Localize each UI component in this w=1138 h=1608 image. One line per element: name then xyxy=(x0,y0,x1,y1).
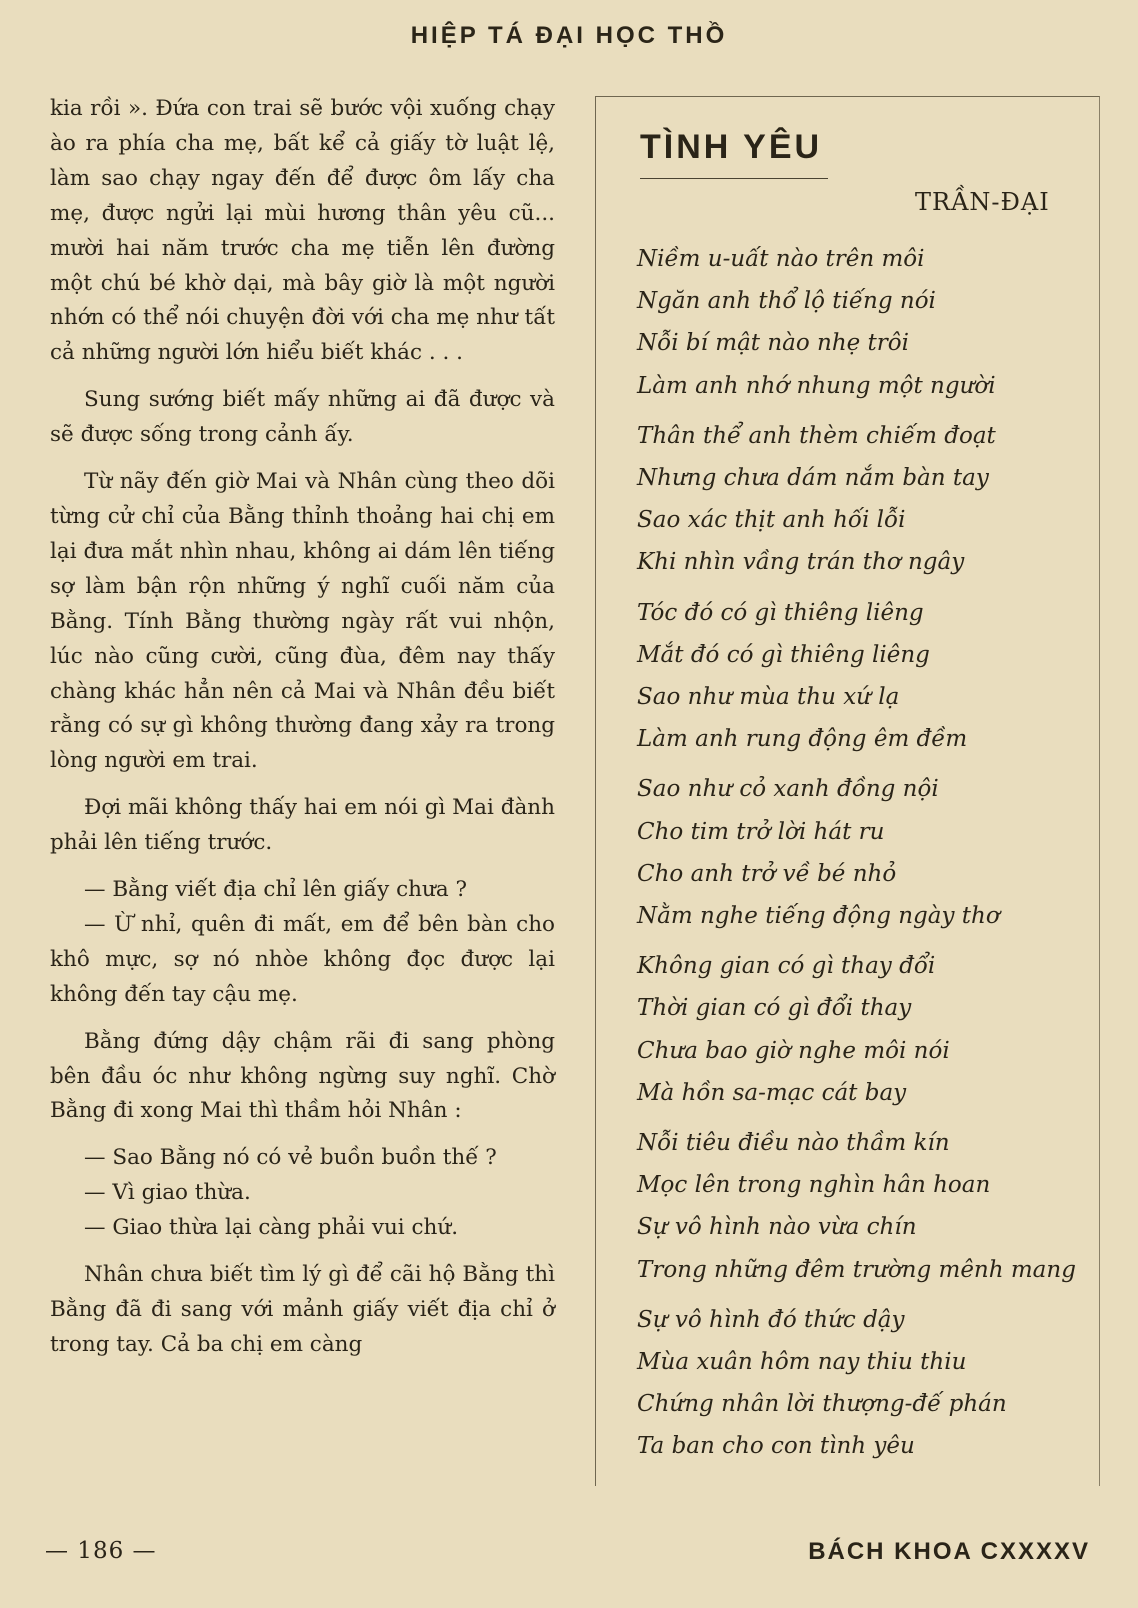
poem-line: Mọc lên trong nghìn hân hoan xyxy=(637,1172,991,1199)
poem-line: Chưa bao giờ nghe môi nói xyxy=(637,1037,950,1064)
poem-line: Mắt đó có gì thiêng liêng xyxy=(637,641,930,668)
poem-line: Niềm u-uất nào trên môi xyxy=(637,246,925,272)
poem-line: Mà hồn sa-mạc cát bay xyxy=(637,1079,907,1106)
poem-title: TÌNH YÊU xyxy=(640,128,823,166)
dialogue-line: — Vì giao thừa. xyxy=(84,1180,251,1206)
dialogue-line: — Bằng viết địa chỉ lên giấy chưa ? xyxy=(84,877,468,903)
poem-line: Cho anh trở về bé nhỏ xyxy=(637,860,897,887)
poem-line: Ta ban cho con tình yêu xyxy=(637,1433,915,1460)
prose-paragraph: kia rồi ». Đứa con trai sẽ bước vội xuống chạy ào ra phía cha mẹ, bất kể cả giấy tờ luật lệ, làm sao chạy ngay đến để được ôm lấy cha mẹ, được ngửi lại mùi hương thân yêu cũ... mười hai năm trước cha mẹ tiễn lên đường một chú bé khờ dại, mà bây giờ là một người nhớn có thể nói chuyện đời với cha mẹ như tất cả những người lớn hiểu biết khác . . . xyxy=(50,96,556,366)
poem-body xyxy=(637,238,1077,1476)
prose-paragraph: Bằng đứng dậy chậm rãi đi sang phòng bên đầu óc như không ngừng suy nghĩ. Chờ Bằng đi xong Mai thì thầm hỏi Nhân : xyxy=(50,1028,555,1124)
poem-line: Sao như mùa thu xứ lạ xyxy=(637,684,900,711)
poem-stanza xyxy=(637,415,1077,584)
poem-line: Sao như cỏ xanh đồng nội xyxy=(637,776,939,803)
dialogue-line: — Giao thừa lại càng phải vui chứ. xyxy=(84,1215,459,1241)
dialogue-line: — Sao Bằng nó có vẻ buồn buồn thế ? xyxy=(84,1145,497,1171)
poem-line: Ngăn anh thổ lộ tiếng nói xyxy=(637,288,936,315)
poem-stanza xyxy=(637,592,1077,761)
poem-line: Chứng nhân lời thượng-đế phán xyxy=(637,1391,1007,1418)
poem-line: Thân thể anh thèm chiếm đoạt xyxy=(637,422,996,449)
poem-line: Nằm nghe tiếng động ngày thơ xyxy=(637,903,1000,930)
poem-stanza xyxy=(637,1122,1077,1291)
poem-line: Nhưng chưa dám nắm bàn tay xyxy=(637,465,989,492)
poem-line: Thời gian có gì đổi thay xyxy=(637,995,912,1022)
prose-paragraph: Từ nãy đến giờ Mai và Nhân cùng theo dõi từng cử chỉ của Bằng thỉnh thoảng hai chị em lại đưa mắt nhìn nhau, không ai dám lên tiếng sợ làm bận rộn những ý nghĩ cuối năm của Bằng. Tính Bằng thường ngày rất vui nhộn, lúc nào cũng cười, cũng đùa, đêm nay thấy chàng khác hẳn nên cả Mai và Nhân đều biết rằng có sự gì không thường đang xảy ra trong lòng người em trai. xyxy=(50,469,555,774)
prose-paragraph: Đợi mãi không thấy hai em nói gì Mai đành phải lên tiếng trước. xyxy=(50,795,555,856)
poem-line: Mùa xuân hôm nay thiu thiu xyxy=(637,1349,967,1376)
poem-line: Tóc đó có gì thiêng liêng xyxy=(637,599,924,626)
poem-line: Trong những đêm trường mênh mang xyxy=(637,1256,1076,1283)
poem-line: Sự vô hình đó thức dậy xyxy=(637,1306,905,1333)
poem-line: Không gian có gì thay đổi xyxy=(637,953,936,980)
poem-line: Nỗi tiêu điều nào thầm kín xyxy=(637,1130,950,1157)
page-number: — 186 — xyxy=(45,1538,157,1564)
poem-line: Khi nhìn vầng trán thơ ngây xyxy=(637,549,965,576)
dialogue-line: — Ừ nhỉ, quên đi mất, em để bên bàn cho khô mực, sợ nó nhòe không đọc được lại không đến tay cậu mẹ. xyxy=(50,911,555,1007)
poem-stanza xyxy=(637,238,1077,407)
title-divider xyxy=(640,178,828,179)
poem-line: Làm anh nhớ nhung một người xyxy=(637,372,996,399)
magazine-issue: BÁCH KHOA CXXXXV xyxy=(808,1538,1090,1565)
poem-author: TRẦN-ĐẠI xyxy=(915,188,1050,216)
poem-line: Cho tim trở lời hát ru xyxy=(637,818,885,845)
poem-stanza xyxy=(637,945,1077,1114)
poem-stanza xyxy=(637,768,1077,937)
poem-line: Sao xác thịt anh hối lỗi xyxy=(637,507,906,534)
prose-column xyxy=(50,92,555,1363)
prose-paragraph: Sung sướng biết mấy những ai đã được và sẽ được sống trong cảnh ấy. xyxy=(50,387,555,448)
poem-line: Sự vô hình nào vừa chín xyxy=(637,1214,917,1241)
running-header: HIỆP TÁ ĐẠI HỌC THỒ xyxy=(410,22,728,49)
prose-paragraph: Nhân chưa biết tìm lý gì để cãi hộ Bằng thì Bằng đã đi sang với mảnh giấy viết địa chỉ ở trong tay. Cả ba chị em càng xyxy=(50,1262,555,1357)
poem-line: Nỗi bí mật nào nhẹ trôi xyxy=(637,330,910,357)
poem-line: Làm anh rung động êm đềm xyxy=(637,726,968,753)
poem-stanza xyxy=(637,1299,1077,1468)
